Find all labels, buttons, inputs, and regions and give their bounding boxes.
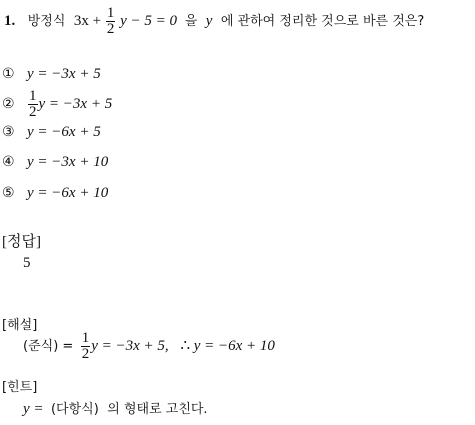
fraction-denominator: 2 <box>81 346 90 362</box>
choice-5[interactable] <box>2 185 108 202</box>
explanation-equation <box>80 330 275 362</box>
choice-expression: y = −3x + 5 <box>27 66 101 82</box>
choice-marker: ④ <box>2 154 15 170</box>
fraction-numerator: 1 <box>81 330 90 346</box>
choice-3[interactable] <box>2 124 101 141</box>
explanation-prefix: (준식) = <box>23 338 74 354</box>
hint-label-text: [힌트] <box>2 380 38 395</box>
choice-expression: y = −3x + 5 <box>38 95 113 112</box>
question-text-mid: 을 <box>184 13 198 29</box>
question-variable: y <box>205 12 213 29</box>
equation-part-a: 3x + <box>73 12 102 29</box>
fraction-denominator: 2 <box>106 21 115 37</box>
explanation-fraction <box>81 331 91 362</box>
choice-expression: y = −6x + 10 <box>27 185 109 201</box>
answer-label-text: [정답] <box>2 234 41 250</box>
hint-rest: 의 형태로 고친다. <box>107 402 208 417</box>
question-equation <box>73 5 181 37</box>
choice-expression: y = −3x + 10 <box>27 154 109 170</box>
answer-value <box>23 255 31 272</box>
choice-4[interactable] <box>2 154 108 171</box>
choice-expression: y = −6x + 5 <box>27 124 101 140</box>
choice-marker: ② <box>2 95 15 112</box>
question-text-prefix: 방정식 <box>27 13 66 29</box>
question-line <box>4 6 424 37</box>
fraction-numerator: 1 <box>106 5 115 21</box>
therefore-symbol: ∴ <box>180 337 190 354</box>
question-number: 1. <box>4 12 16 29</box>
choice-fraction <box>28 89 38 120</box>
question-text-suffix: 에 관하여 정리한 것으로 바른 것은? <box>220 13 425 29</box>
choice-marker: ① <box>2 66 15 82</box>
choice-marker: ⑤ <box>2 185 15 201</box>
explanation-expression: y = −3x + 5, <box>91 337 169 354</box>
fraction-denominator: 2 <box>29 104 37 120</box>
hint-label <box>2 376 37 395</box>
choice-marker: ③ <box>2 124 15 140</box>
fraction-numerator: 1 <box>29 88 37 104</box>
choice-expression-wrap <box>27 88 113 120</box>
explanation-line <box>23 331 275 362</box>
equation-part-b: y − 5 = 0 <box>120 12 177 29</box>
hint-line <box>23 398 208 418</box>
explanation-label-text: [해설] <box>2 318 38 333</box>
hint-paren: (다항식) <box>50 402 99 417</box>
explanation-result: y = −6x + 10 <box>193 337 275 354</box>
hint-lhs: y = <box>23 401 44 417</box>
choice-1[interactable] <box>2 66 101 83</box>
answer-label <box>2 230 41 251</box>
equation-fraction <box>106 6 116 37</box>
answer-value-text: 5 <box>23 255 31 271</box>
choice-2[interactable] <box>2 89 112 120</box>
